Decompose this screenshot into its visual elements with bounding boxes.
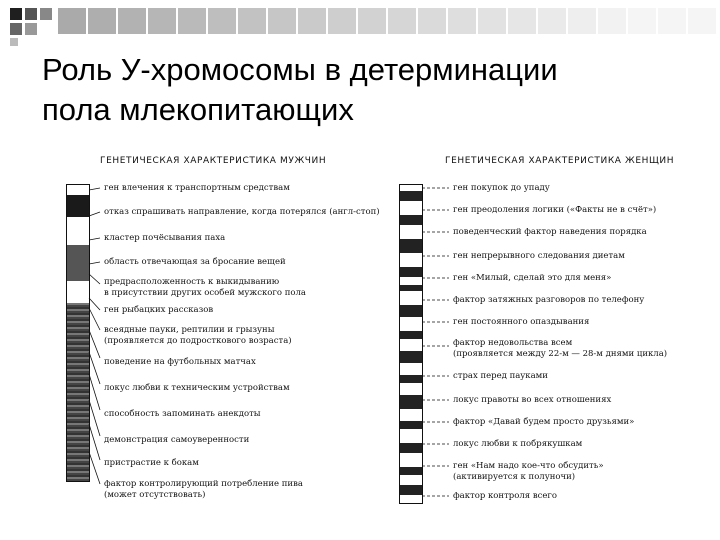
female-gene-label: ген постоянного опаздывания — [453, 317, 590, 327]
decorative-square — [268, 8, 296, 34]
male-figure-heading: ГЕНЕТИЧЕСКАЯ ХАРАКТЕРИСТИКА МУЖЧИН — [100, 156, 327, 166]
male-gene-label: фактор контролирующий потребление пива — [104, 479, 303, 489]
female-gene-label: ген непрерывного следования диетам — [453, 251, 625, 261]
decorative-square — [448, 8, 476, 34]
decorative-square — [628, 8, 656, 34]
male-gene-label: пристрастие к бокам — [104, 458, 199, 468]
decorative-square — [358, 8, 386, 34]
male-gene-label: ген рыбацких рассказов — [104, 305, 214, 315]
female-gene-label: поведенческий фактор наведения порядка — [453, 227, 647, 237]
title-line-2: пола млекопитающих — [42, 92, 354, 127]
male-gene-label: предрасположенность к выкидыванию — [104, 277, 280, 287]
female-genetic-map — [395, 152, 695, 514]
decorative-square — [538, 8, 566, 34]
decorative-square — [178, 8, 206, 34]
female-figure-heading: ГЕНЕТИЧЕСКАЯ ХАРАКТЕРИСТИКА ЖЕНЩИН — [445, 156, 675, 166]
female-gene-label: локус любви к побрякушкам — [453, 439, 583, 449]
decorative-square — [238, 8, 266, 34]
decorative-square — [88, 8, 116, 34]
slide-title — [42, 50, 702, 130]
decorative-square — [508, 8, 536, 34]
male-gene-label: локус любви к техническим устройствам — [104, 383, 290, 393]
female-gene-label: фактор затяжных разговоров по телефону — [453, 295, 645, 305]
male-gene-label: способность запоминать анекдоты — [104, 409, 261, 419]
male-gene-label: демонстрация самоуверенности — [104, 435, 250, 445]
decorative-square — [688, 8, 716, 34]
male-gene-label: (может отсутствовать) — [104, 490, 206, 500]
decorative-square — [58, 8, 86, 34]
decorative-square — [598, 8, 626, 34]
male-gene-label: кластер почёсывания паха — [104, 233, 226, 243]
female-gene-label: ген покупок до упаду — [453, 183, 550, 193]
male-gene-label: область отвечающая за бросание вещей — [104, 257, 286, 267]
female-gene-label: ген преодоления логики («Факты не в счёт») — [453, 205, 657, 215]
decorative-square — [10, 8, 22, 20]
female-gene-label: (проявляется между 22-м — 28-м днями цикла) — [453, 349, 668, 359]
male-gene-label: поведение на футбольных матчах — [104, 357, 256, 367]
male-genetic-map — [60, 152, 380, 502]
title-line-1: Роль У-хромосомы в детерминации — [42, 52, 558, 87]
decorative-square — [118, 8, 146, 34]
female-gene-label: фактор контроля всего — [453, 491, 557, 501]
male-gene-label: отказ спрашивать направление, когда потерялся (англ-стоп) — [104, 207, 380, 217]
female-gene-label: фактор недовольства всем — [453, 338, 573, 348]
decorative-square — [328, 8, 356, 34]
decorative-square — [10, 38, 18, 46]
female-gene-label: ген «Милый, сделай это для меня» — [453, 273, 612, 283]
decorative-square — [40, 8, 52, 20]
female-gene-label: страх перед пауками — [453, 371, 548, 381]
decorative-square — [298, 8, 326, 34]
decorative-square — [568, 8, 596, 34]
decorative-square — [25, 23, 37, 35]
decorative-square — [478, 8, 506, 34]
decorative-square — [148, 8, 176, 34]
female-gene-label: фактор «Давай будем просто друзьями» — [453, 417, 635, 427]
decorative-square — [10, 23, 22, 35]
female-gene-label: ген «Нам надо кое-что обсудить» — [453, 461, 604, 471]
male-gene-label: (проявляется до подросткового возраста) — [104, 336, 292, 346]
decorative-square — [25, 8, 37, 20]
male-gene-label: в присутствии других особей мужского пола — [104, 288, 306, 298]
decorative-square — [388, 8, 416, 34]
female-gene-label: (активируется к полуночи) — [453, 472, 576, 482]
decorative-square — [418, 8, 446, 34]
female-gene-label: локус правоты во всех отношениях — [453, 395, 612, 405]
male-gene-label: ген влечения к транспортным средствам — [104, 183, 290, 193]
decorative-square — [208, 8, 236, 34]
decorative-square — [658, 8, 686, 34]
male-gene-label: всеядные пауки, рептилии и грызуны — [104, 325, 275, 335]
